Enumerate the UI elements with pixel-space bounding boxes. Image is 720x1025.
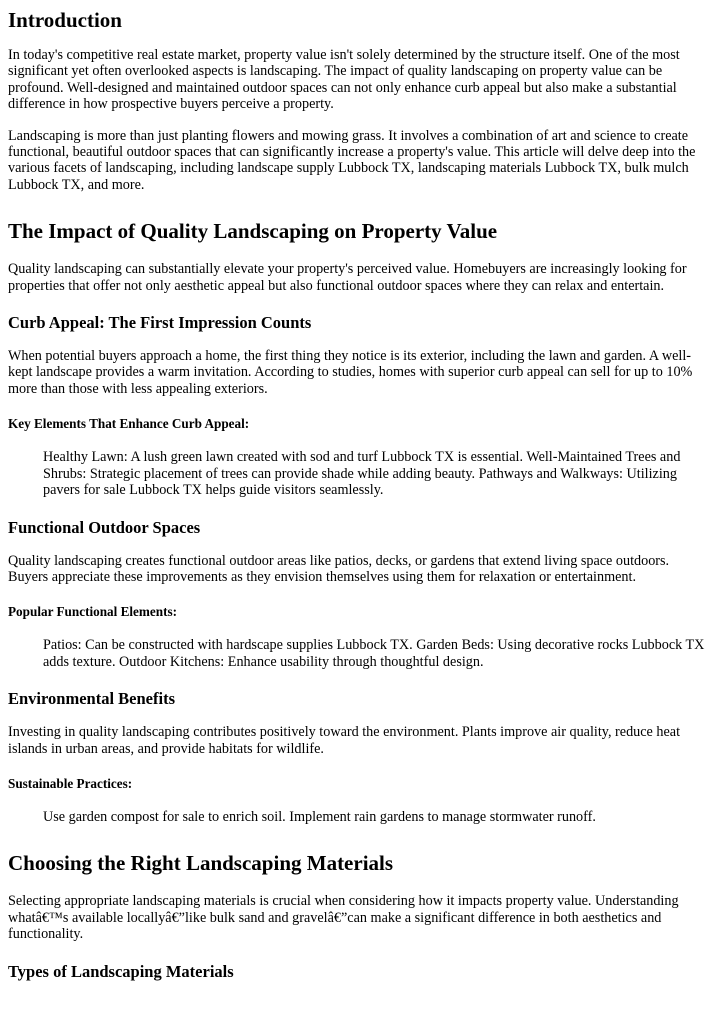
- article: [0, 8, 720, 981]
- materials-heading: Choosing the Right Landscaping Materials: [8, 851, 394, 876]
- impact-heading: The Impact of Quality Landscaping on Property Value: [8, 219, 498, 244]
- functional-elements-heading: Popular Functional Elements:: [8, 604, 178, 620]
- materials-paragraph: Selecting appropriate landscaping materials is crucial when considering how it impacts property value. Understanding whatâ€™s available locallyâ€”like bulk sand and gravelâ€”can make a significant difference in both aesthetics and functionality.: [8, 893, 679, 943]
- environmental-benefits-paragraph: Investing in quality landscaping contributes positively toward the environment. Plants improve air quality, reduce heat islands in urban areas, and provide habitats for wildlife.: [8, 724, 681, 757]
- curb-appeal-heading: Curb Appeal: The First Impression Counts: [8, 313, 312, 333]
- curb-appeal-elements-list: Healthy Lawn: A lush green lawn created with sod and turf Lubbock TX is essential. Well-Maintained Trees and Shrubs: Strategic placement of trees can provide shade while adding beauty. Pathways and Walkways: Utilizing pavers for sale Lubbock TX helps guide visitors seamlessly.: [43, 449, 681, 499]
- impact-paragraph: Quality landscaping can substantially elevate your property's perceived value. Homebuyers are increasingly looking for properties that offer not only aesthetic appeal but also functional outdoor spaces where they can relax and entertain.: [8, 261, 687, 294]
- intro-paragraph-1: In today's competitive real estate market, property value isn't solely determined by the structure itself. One of the most significant yet often overlooked aspects is landscaping. The impact of quality landscaping on property value can be profound. Well-designed and maintained outdoor spaces can not only enhance curb appeal but also make a substantial difference in how prospective buyers perceive a property.: [8, 47, 680, 113]
- sustainable-practices-list: Use garden compost for sale to enrich soil. Implement rain gardens to manage stormwater runoff.: [43, 808, 596, 825]
- material-types-heading: Types of Landscaping Materials: [8, 961, 234, 981]
- curb-appeal-paragraph: When potential buyers approach a home, the first thing they notice is its exterior, including the lawn and garden. A well-kept landscape provides a warm invitation. According to studies, homes with superior curb appeal can sell for up to 10% more than those with less appealing exteriors.: [8, 348, 693, 397]
- functional-elements-list: Patios: Can be constructed with hardscape supplies Lubbock TX. Garden Beds: Using decorative rocks Lubbock TX adds texture. Outdoor Kitchens: Enhance usability through thoughtful design.: [43, 637, 705, 670]
- functional-spaces-paragraph: Quality landscaping creates functional outdoor areas like patios, decks, or gardens that extend living space outdoors. Buyers appreciate these improvements as they envision themselves using them for relaxation or entertainment.: [8, 552, 670, 585]
- functional-spaces-heading: Functional Outdoor Spaces: [8, 517, 201, 537]
- sustainable-practices-heading: Sustainable Practices:: [8, 775, 133, 791]
- intro-heading: Introduction: [8, 8, 122, 32]
- environmental-benefits-heading: Environmental Benefits: [8, 689, 175, 709]
- curb-appeal-elements-heading: Key Elements That Enhance Curb Appeal:: [8, 416, 250, 432]
- intro-paragraph-2: Landscaping is more than just planting flowers and mowing grass. It involves a combination of art and science to create functional, beautiful outdoor spaces that can significantly increase a property's value. This article will delve deep into the various facets of landscaping, including landscape supply Lubbock TX, landscaping materials Lubbock TX, bulk mulch Lubbock TX, and more.: [8, 127, 696, 193]
